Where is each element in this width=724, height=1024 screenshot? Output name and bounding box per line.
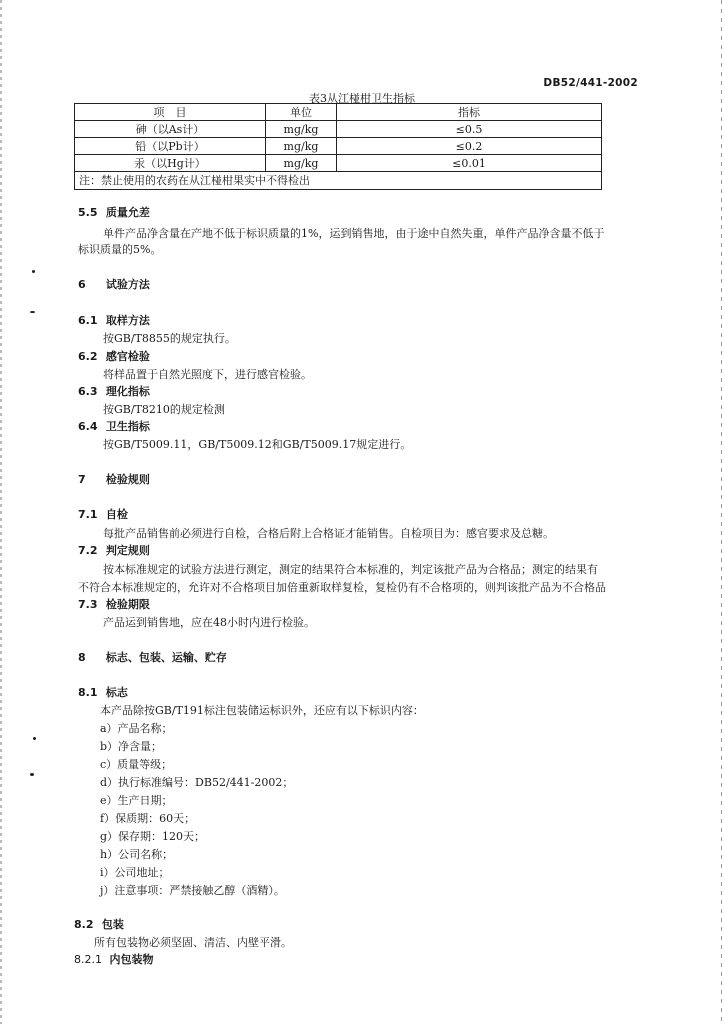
list-item: h）公司名称； — [100, 848, 174, 861]
scan-speck — [30, 773, 34, 776]
section-6-2-heading — [78, 350, 150, 364]
section-title: 检验期限 — [105, 598, 150, 611]
row-unit: mg/kg — [266, 121, 337, 138]
section-number: 8.2.1 — [74, 953, 102, 966]
section-6-3-heading — [78, 385, 150, 399]
section-8-1-heading — [78, 686, 128, 700]
section-5-5-text-2: 标识质量的5%。 — [78, 243, 162, 256]
scan-speck — [30, 311, 35, 313]
row-item: 砷（以As计） — [75, 121, 266, 138]
scan-left-edge — [0, 0, 2, 1024]
row-limit: ≤0.2 — [337, 138, 602, 155]
section-7-1-text: 每批产品销售前必须进行自检，合格后附上合格证才能销售。自检项目为：感官要求及总糖。 — [103, 527, 554, 540]
header-unit: 单位 — [266, 104, 337, 121]
section-title: 理化指标 — [105, 385, 150, 398]
table-header-row — [75, 104, 602, 121]
row-limit: ≤0.01 — [337, 155, 602, 172]
standard-code: DB52/441-2002 — [543, 77, 638, 89]
list-item: a）产品名称； — [100, 722, 173, 735]
section-7-2-text-2: 不符合本标准规定的，允许对不合格项目加倍重新取样复检，复检仍有不合格项的，则判该批产品为不合格品 — [78, 581, 606, 594]
section-number: 6.2 — [78, 350, 98, 363]
row-item: 汞（以Hg计） — [75, 155, 266, 172]
list-item: j）注意事项：严禁接触乙醇（酒精）。 — [100, 884, 285, 897]
section-6-1-heading — [78, 314, 150, 328]
section-6-4-heading — [78, 420, 150, 434]
header-limit: 指标 — [337, 104, 602, 121]
list-item: c）质量等级； — [100, 758, 173, 771]
section-6-3-text: 按GB/T8210的规定检测 — [103, 403, 225, 416]
section-6-2-text: 将样品置于自然光照度下，进行感官检验。 — [103, 368, 312, 381]
section-number: 6.1 — [78, 314, 98, 327]
section-title: 卫生指标 — [105, 420, 150, 433]
section-number: 7.1 — [78, 508, 98, 521]
section-number: 8.1 — [78, 686, 98, 699]
section-5-5-text-1: 单件产品净含量在产地不低于标识质量的1%，运到销售地，由于途中自然失重，单件产品净含量不低于 — [103, 227, 605, 240]
section-number: 7 — [78, 473, 86, 486]
table-row — [75, 138, 602, 155]
section-5-5-heading — [78, 206, 150, 220]
list-item: d）执行标准编号：DB52/441-2002； — [100, 776, 294, 789]
list-item: g）保存期：120天； — [100, 830, 206, 843]
section-number: 8 — [78, 651, 86, 664]
table-row — [75, 155, 602, 172]
section-7-heading — [78, 473, 150, 487]
section-7-3-text: 产品运到销售地，应在48小时内进行检验。 — [103, 616, 315, 629]
section-8-1-intro: 本产品除按GB/T191标注包装储运标识外，还应有以下标识内容： — [100, 704, 424, 717]
row-unit: mg/kg — [266, 155, 337, 172]
section-8-2-text: 所有包装物必须坚固、清洁、内壁平滑。 — [94, 936, 292, 949]
section-8-2-1-heading — [74, 953, 154, 967]
row-unit: mg/kg — [266, 138, 337, 155]
list-item: i）公司地址； — [100, 866, 170, 879]
table-row — [75, 121, 602, 138]
list-item: e）生产日期； — [100, 794, 173, 807]
table-note: 注：禁止使用的农药在从江椪柑果实中不得检出 — [75, 172, 602, 190]
scan-right-edge — [721, 0, 722, 1024]
section-7-2-text-1: 按本标准规定的试验方法进行测定，测定的结果符合本标准的，判定该批产品为合格品；测定的结果有 — [103, 563, 598, 576]
section-number: 6.4 — [78, 420, 98, 433]
table-note-row — [75, 172, 602, 190]
section-title: 自检 — [105, 508, 128, 521]
section-number: 7.3 — [78, 598, 98, 611]
section-title: 试验方法 — [105, 278, 150, 291]
header-item: 项 目 — [75, 104, 266, 121]
section-6-1-text: 按GB/T8855的规定执行。 — [103, 332, 236, 345]
section-8-heading — [78, 651, 227, 665]
section-title: 取样方法 — [105, 314, 150, 327]
section-title: 内包装物 — [109, 953, 154, 966]
section-title: 标志、包装、运输、贮存 — [105, 651, 227, 664]
section-title: 标志 — [105, 686, 128, 699]
section-8-2-heading — [74, 918, 124, 932]
section-number: 7.2 — [78, 544, 98, 557]
hygiene-index-table — [74, 103, 602, 190]
list-item: b）净含量； — [100, 740, 163, 753]
section-7-2-heading — [78, 544, 150, 558]
scan-speck — [32, 270, 35, 273]
section-title: 包装 — [101, 918, 124, 931]
section-title: 检验规则 — [105, 473, 150, 486]
list-item: f）保质期：60天； — [100, 812, 196, 825]
section-6-heading — [78, 278, 150, 292]
section-number: 5.5 — [78, 206, 98, 219]
section-title: 感官检验 — [105, 350, 150, 363]
section-number: 6 — [78, 278, 86, 291]
section-6-4-text: 按GB/T5009.11，GB/T5009.12和GB/T5009.17规定进行。 — [103, 438, 412, 451]
section-7-1-heading — [78, 508, 128, 522]
scan-speck — [33, 737, 36, 740]
section-number: 8.2 — [74, 918, 94, 931]
section-number: 6.3 — [78, 385, 98, 398]
row-limit: ≤0.5 — [337, 121, 602, 138]
section-title: 判定规则 — [105, 544, 150, 557]
section-title: 质量允差 — [105, 206, 150, 219]
row-item: 铅（以Pb计） — [75, 138, 266, 155]
section-7-3-heading — [78, 598, 150, 612]
table-title: 表3从江椪柑卫生指标 — [309, 92, 415, 105]
